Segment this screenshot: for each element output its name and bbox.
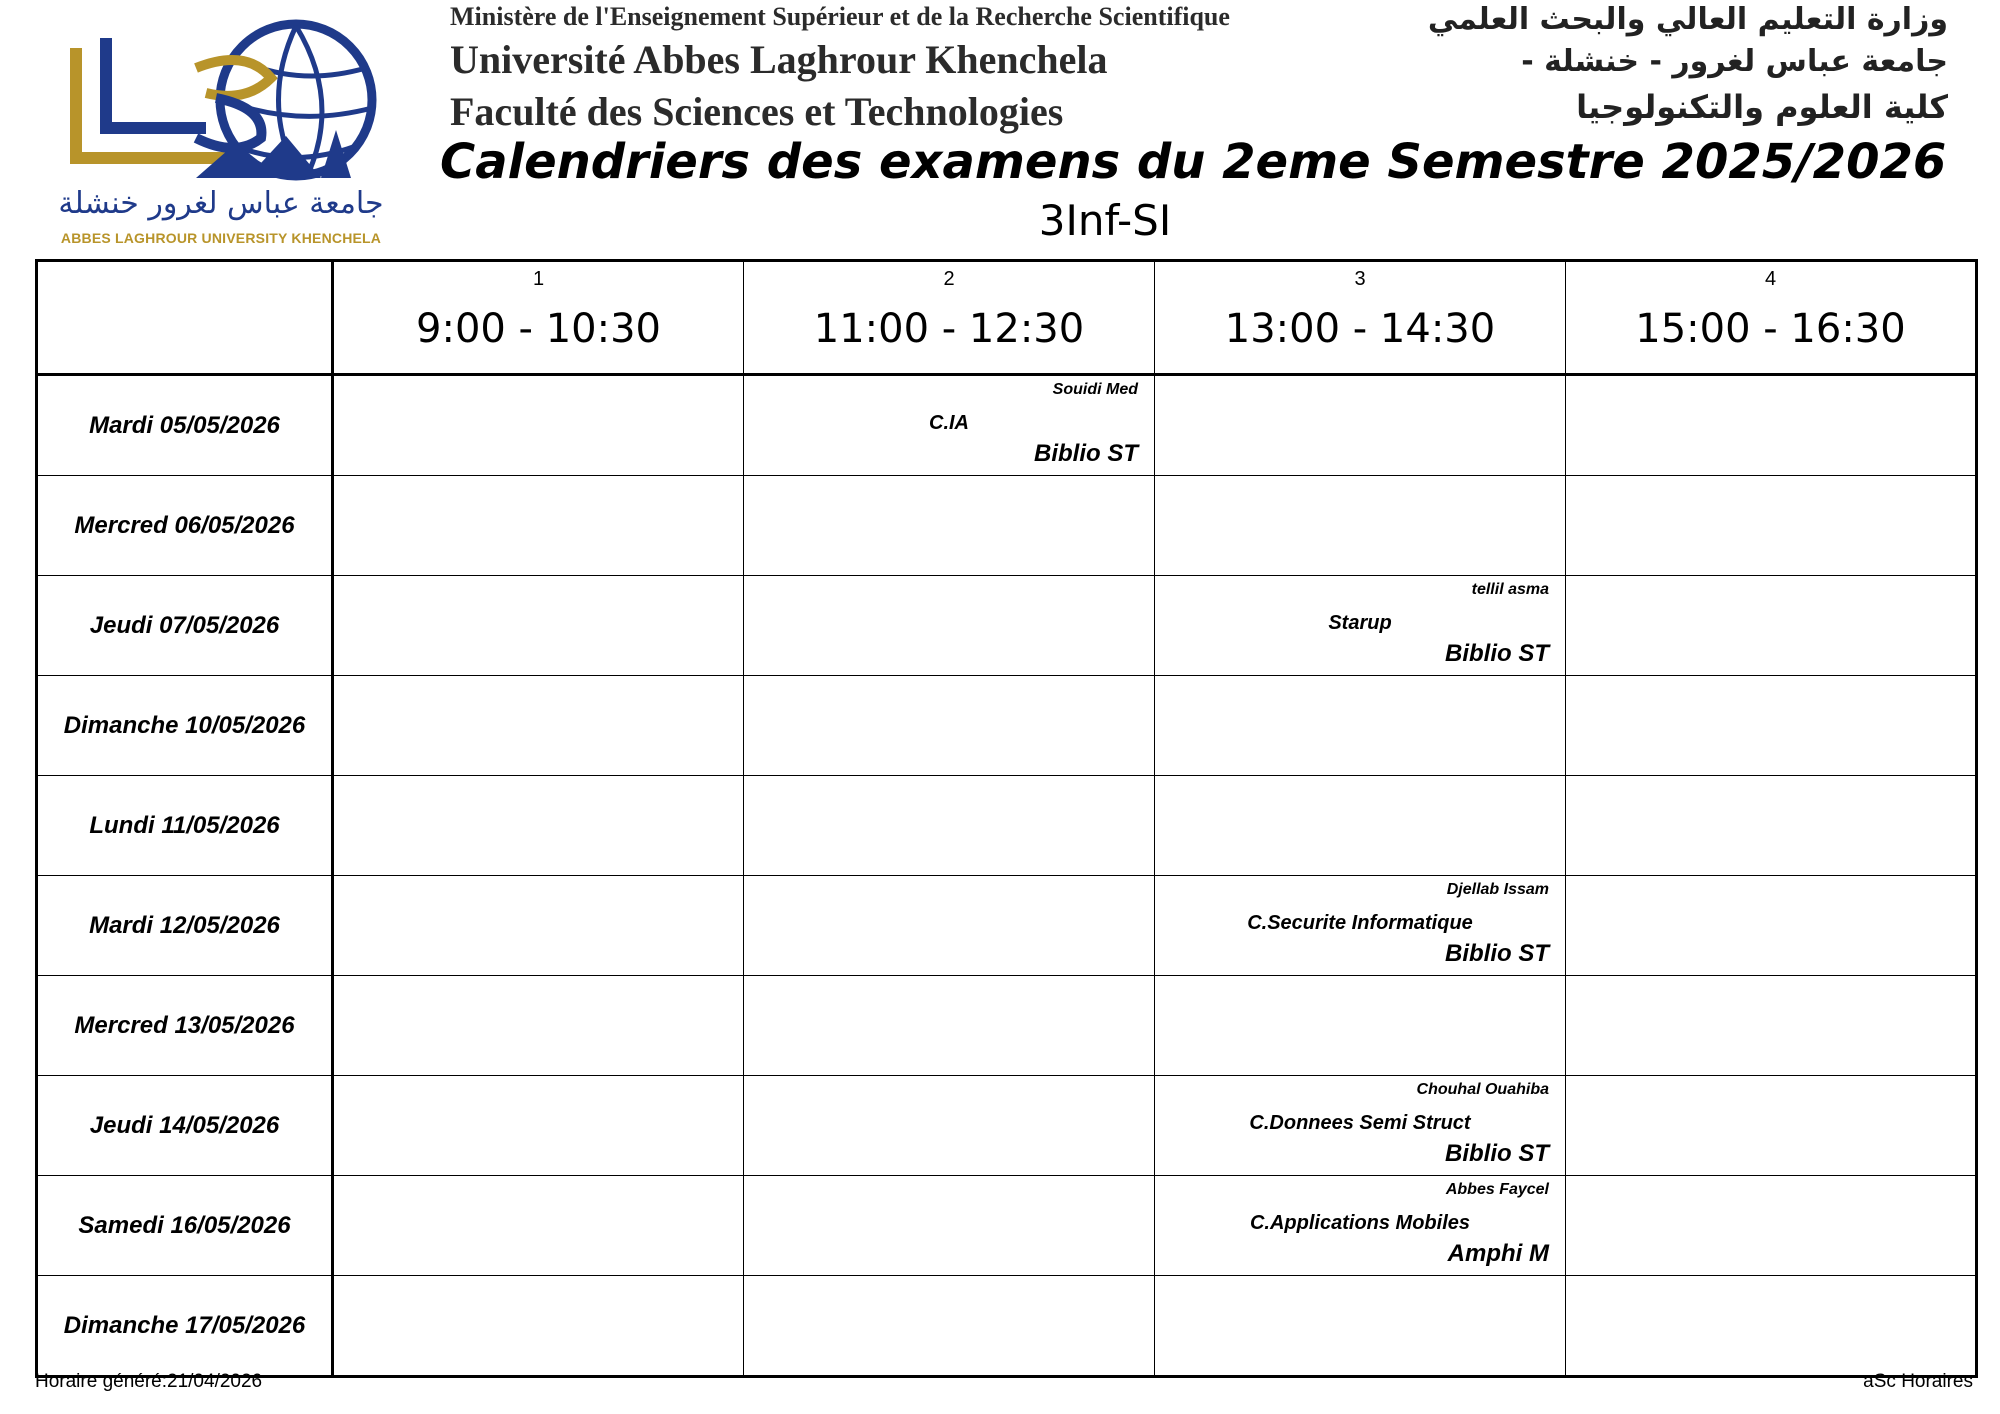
table-row: [37, 476, 1977, 576]
exam-schedule-table: [35, 259, 1978, 1378]
logo-caption: ABBES LAGHROUR UNIVERSITY KHENCHELA: [60, 230, 382, 246]
exam-entry: [1155, 1176, 1565, 1275]
day-label: Samedi 16/05/2026: [37, 1176, 333, 1276]
logo-emblem-icon: [46, 18, 396, 188]
day-label: Lundi 11/05/2026: [37, 776, 333, 876]
exam-subject: C.Donnees Semi Struct: [1249, 1112, 1471, 1134]
schedule-cell: [1155, 576, 1566, 676]
exam-entry: [744, 376, 1154, 475]
table-row: [37, 1276, 1977, 1377]
schedule-cell: [1155, 476, 1566, 576]
exam-teacher: Souidi Med: [1052, 381, 1138, 398]
table-row: [37, 676, 1977, 776]
schedule-cell: [744, 776, 1155, 876]
table-row: [37, 576, 1977, 676]
schedule-cell: [1566, 876, 1977, 976]
period-time: 9:00 - 10:30: [416, 306, 661, 352]
university-logo: [46, 18, 396, 250]
period-number: 4: [1764, 268, 1777, 290]
table-header-row: [37, 261, 1977, 375]
exam-room: Biblio ST: [1445, 640, 1549, 667]
university-name-ar: جامعة عباس لغرور - خنشلة -: [1521, 44, 1948, 79]
exam-room: Amphi M: [1447, 1240, 1549, 1267]
exam-teacher: Chouhal Ouahiba: [1416, 1081, 1549, 1098]
day-label: Mardi 12/05/2026: [37, 876, 333, 976]
table-row: [37, 776, 1977, 876]
schedule-cell: [1566, 1176, 1977, 1276]
exam-teacher: Djellab Issam: [1446, 881, 1549, 898]
schedule-cell: [1155, 976, 1566, 1076]
day-label: Dimanche 10/05/2026: [37, 676, 333, 776]
schedule-cell: [1566, 1076, 1977, 1176]
schedule-cell: [1155, 1276, 1566, 1377]
schedule-cell: [1155, 676, 1566, 776]
period-number: 3: [1354, 268, 1366, 290]
schedule-cell: [333, 1176, 744, 1276]
schedule-cell: [1566, 776, 1977, 876]
period-time: 15:00 - 16:30: [1635, 306, 1906, 352]
schedule-cell: [744, 375, 1155, 476]
exam-subject: Starup: [1328, 612, 1392, 634]
exam-entry: [1155, 876, 1565, 975]
exam-room: Biblio ST: [1445, 940, 1549, 967]
generated-date: Horaire généré:21/04/2026: [35, 1371, 263, 1392]
schedule-cell: [1566, 976, 1977, 1076]
exam-entry: [1155, 1076, 1565, 1175]
schedule-cell: [333, 776, 744, 876]
period-header: [1155, 261, 1566, 375]
period-header: [1566, 261, 1977, 375]
schedule-cell: [744, 876, 1155, 976]
schedule-cell: [333, 1076, 744, 1176]
period-number: 1: [532, 268, 545, 290]
software-credit: aSc Horaires: [1863, 1371, 1973, 1392]
schedule-cell: [1155, 1176, 1566, 1276]
schedule-cell: [744, 976, 1155, 1076]
class-subtitle: 3Inf-SI: [1038, 196, 1172, 245]
ministry-name-ar: وزارة التعليم العالي والبحث العلمي: [1427, 2, 1948, 37]
table-row: [37, 375, 1977, 476]
day-label: Jeudi 07/05/2026: [37, 576, 333, 676]
period-time: 11:00 - 12:30: [813, 306, 1085, 352]
day-label: Dimanche 17/05/2026: [37, 1276, 333, 1377]
exam-entry: [1155, 576, 1565, 675]
exam-subject: C.IA: [929, 412, 969, 434]
schedule-cell: [1155, 1076, 1566, 1176]
schedule-cell: [1566, 676, 1977, 776]
schedule-cell: [1566, 1276, 1977, 1377]
exam-subject: C.Applications Mobiles: [1249, 1212, 1471, 1234]
logo-arabic-name: جامعة عباس لغرور خنشلة: [58, 186, 384, 221]
schedule-cell: [744, 676, 1155, 776]
university-name-fr: Université Abbes Laghrour Khenchela: [450, 37, 1108, 82]
schedule-cell: [333, 676, 744, 776]
day-label: Mercred 13/05/2026: [37, 976, 333, 1076]
schedule-cell: [333, 375, 744, 476]
table-row: [37, 1076, 1977, 1176]
table-row: [37, 976, 1977, 1076]
exam-teacher: tellil asma: [1471, 581, 1549, 598]
schedule-cell: [1155, 876, 1566, 976]
period-time: 13:00 - 14:30: [1224, 306, 1496, 352]
day-label: Mardi 05/05/2026: [37, 375, 333, 476]
period-header: [744, 261, 1155, 375]
schedule-cell: [333, 576, 744, 676]
schedule-cell: [744, 476, 1155, 576]
schedule-cell: [744, 1176, 1155, 1276]
table-row: [37, 1176, 1977, 1276]
table-row: [37, 876, 1977, 976]
schedule-cell: [1155, 375, 1566, 476]
schedule-cell: [333, 1276, 744, 1377]
exam-room: Biblio ST: [1034, 440, 1138, 467]
schedule-cell: [333, 976, 744, 1076]
faculty-name-fr: Faculté des Sciences et Technologies: [450, 89, 1064, 134]
schedule-cell: [1566, 375, 1977, 476]
day-label: Mercred 06/05/2026: [37, 476, 333, 576]
day-label: Jeudi 14/05/2026: [37, 1076, 333, 1176]
ministry-name-fr: Ministère de l'Enseignement Supérieur et de la Recherche Scientifique: [450, 2, 1230, 31]
schedule-cell: [1155, 776, 1566, 876]
schedule-cell: [744, 1276, 1155, 1377]
schedule-cell: [333, 476, 744, 576]
period-header: [333, 261, 744, 375]
schedule-cell: [744, 576, 1155, 676]
exam-room: Biblio ST: [1445, 1140, 1549, 1167]
schedule-cell: [1566, 476, 1977, 576]
schedule-cell: [1566, 576, 1977, 676]
page-title: Calendriers des examens du 2eme Semestre 2025/2026: [440, 134, 1947, 190]
exam-subject: C.Securite Informatique: [1247, 912, 1473, 934]
corner-cell: [37, 261, 333, 375]
period-number: 2: [943, 268, 955, 290]
exam-teacher: Abbes Faycel: [1445, 1181, 1549, 1198]
faculty-name-ar: كلية العلوم والتكنولوجيا: [1576, 88, 1948, 126]
schedule-cell: [744, 1076, 1155, 1176]
schedule-cell: [333, 876, 744, 976]
